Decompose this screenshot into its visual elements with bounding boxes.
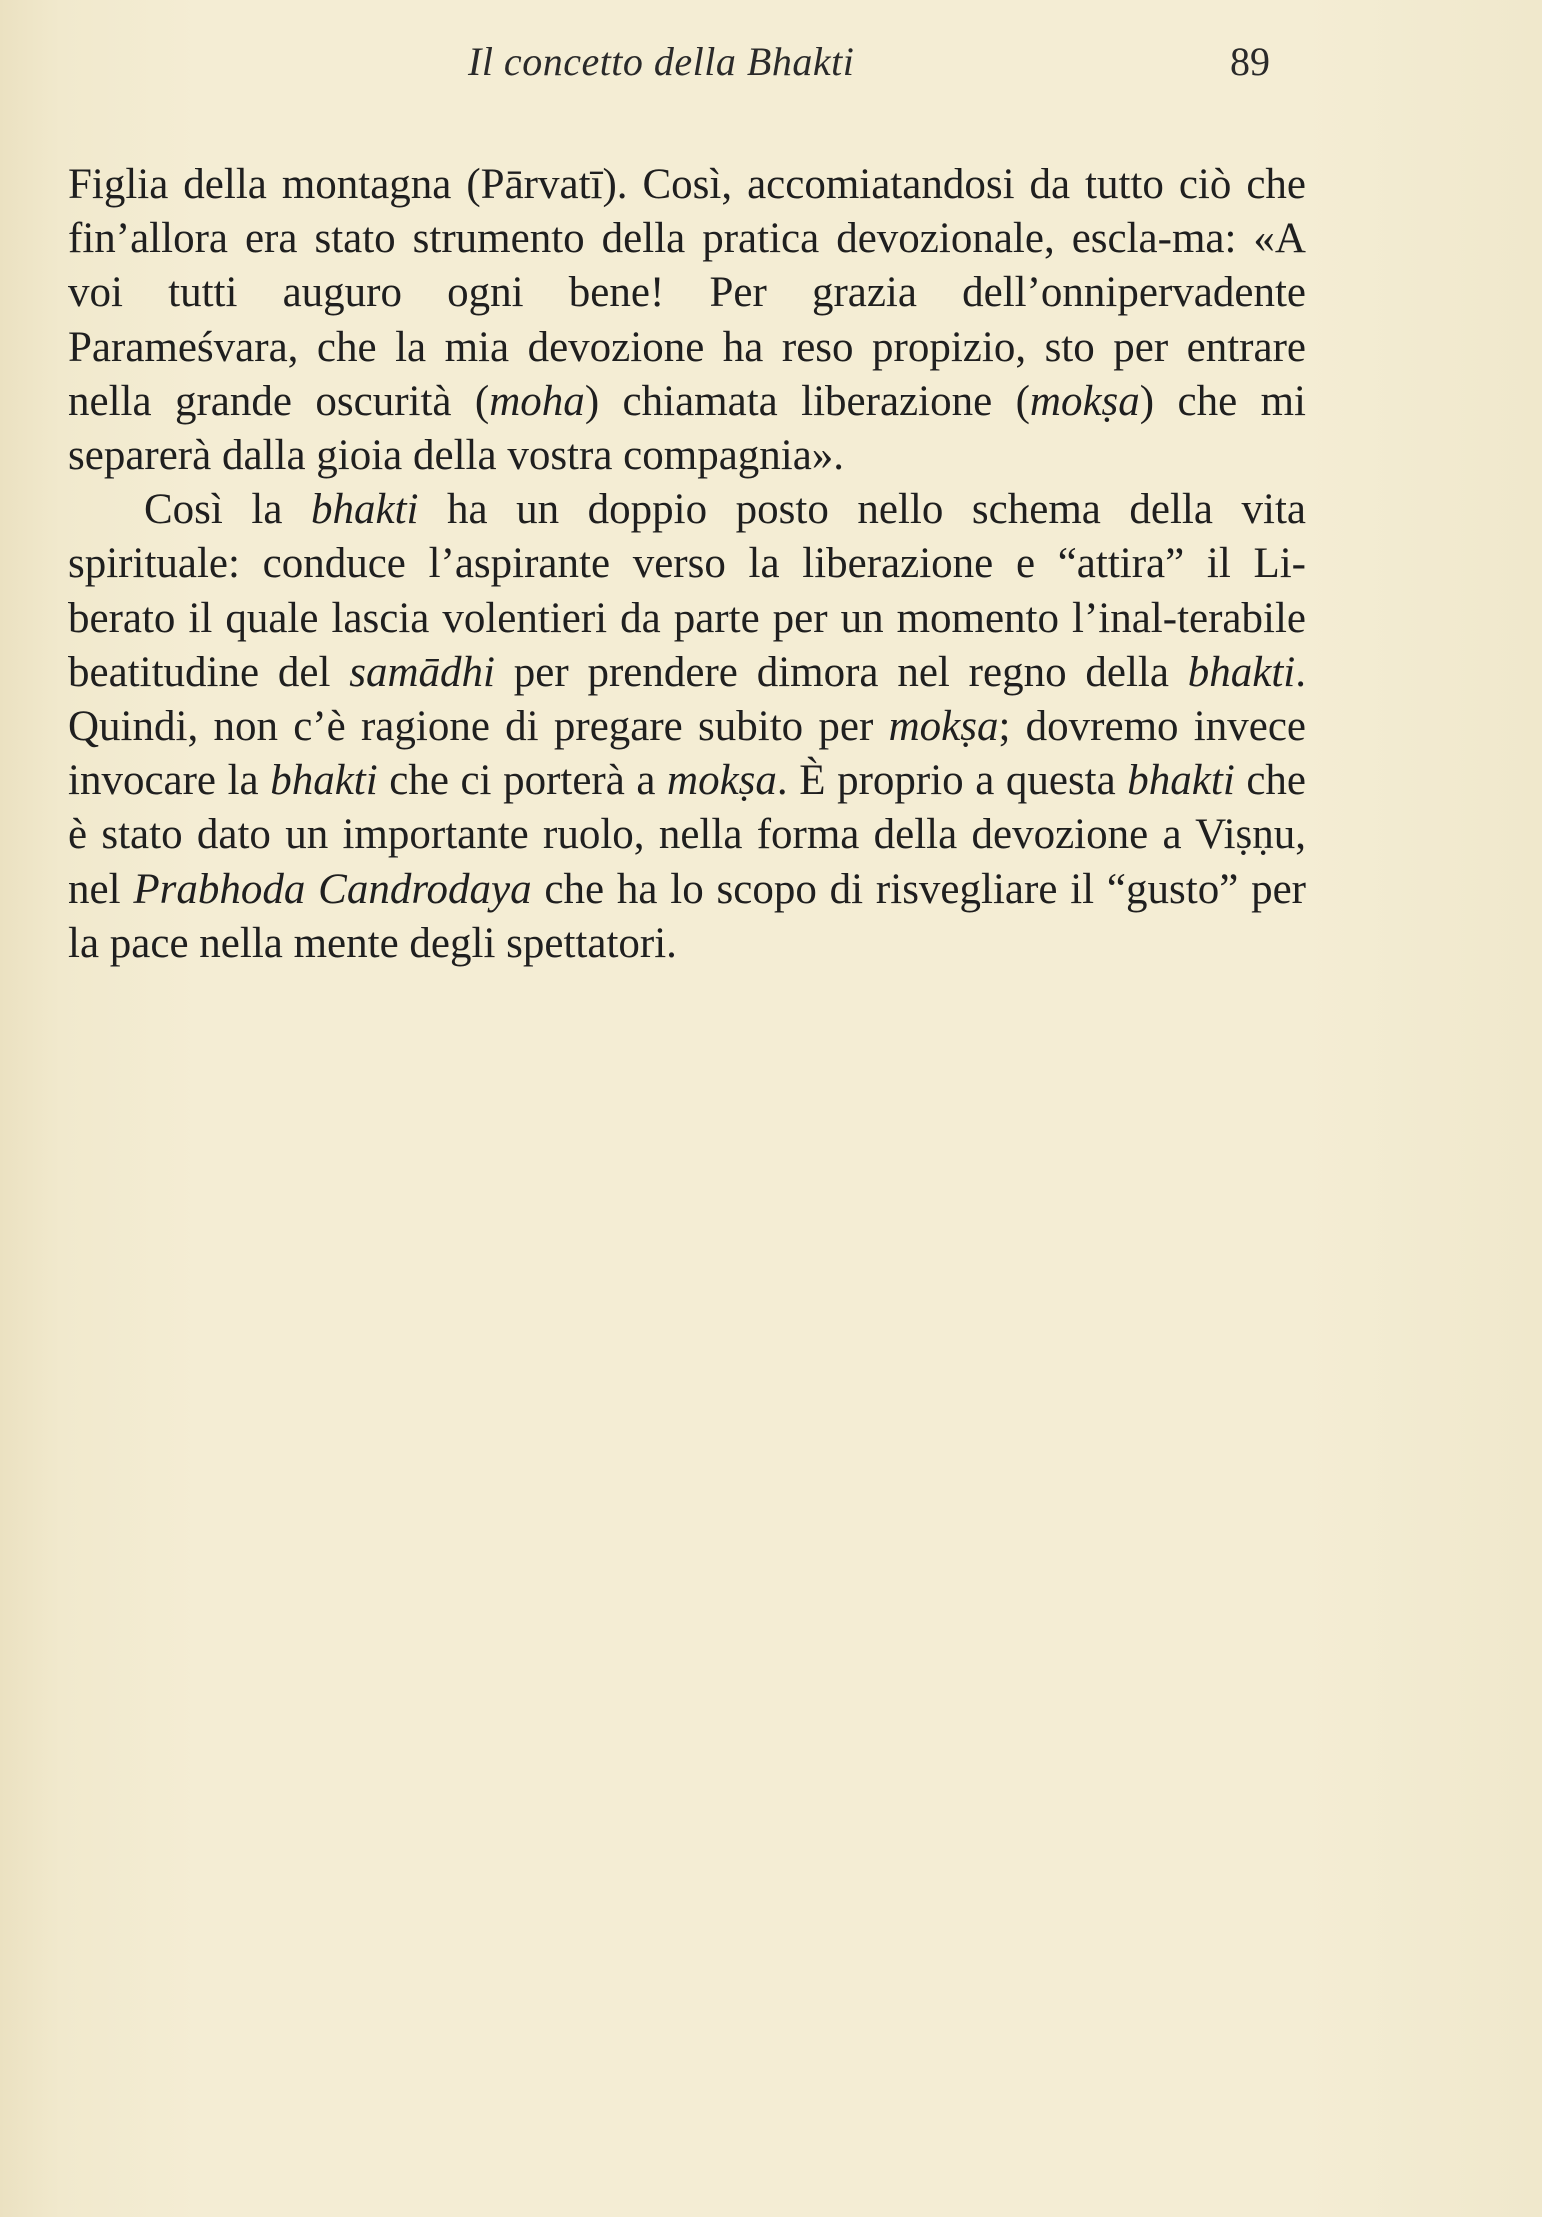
text-run: per prendere dimora nel regno della (494, 648, 1188, 696)
text-run: ) che mi separerà dalla gioia della vostra compagnia». (68, 377, 1306, 480)
italic-term: bhakti (310, 486, 419, 534)
body-text (68, 158, 1306, 971)
italic-term: mokṣa (1029, 377, 1140, 425)
page-number: 89 (1230, 39, 1270, 84)
italic-term: samādhi (349, 648, 495, 696)
text-run: Figlia della montagna (Pārvatī). Così, accomiatandosi da tutto ciò che fin’allora era stato strumento della pratica devozionale, escla-ma: «A voi tutti auguro ogni bene! Per grazia dell’onnipervadente Parameśvara, che la mia devozione ha reso propizio, sto per entrare nella grande oscurità ( (68, 161, 1306, 425)
running-title: Il concetto della Bhakti (468, 39, 855, 84)
text-run: ; dovremo invece invocare la (68, 703, 1306, 805)
paragraph-2 (68, 483, 1306, 971)
text-run: . Quindi, non c’è ragione di pregare subito per (68, 648, 1306, 751)
text-run: ) chiamata liberazione ( (584, 377, 1030, 425)
paragraph-1 (68, 158, 1306, 483)
italic-term: mokṣa (667, 757, 777, 805)
text-run: che è stato dato un importante ruolo, nella forma della devozione a Viṣṇu, nel (68, 757, 1307, 913)
italic-term: bhakti (1187, 648, 1296, 696)
text-run: che ha lo scopo di risvegliare il “gusto” per la pace nella mente degli spettatori. (68, 865, 1306, 967)
italic-term: mokṣa (888, 703, 999, 751)
italic-term: bhakti (1127, 757, 1235, 805)
italic-term: moha (489, 377, 585, 425)
text-run: che ci porterà a (377, 757, 668, 805)
text-run: . È proprio a questa (776, 757, 1128, 805)
italic-term: bhakti (270, 757, 378, 805)
text-run: Così la (144, 486, 311, 534)
running-head (0, 30, 1542, 90)
text-run: ha un doppio posto nello schema della vita spirituale: conduce l’aspirante verso la liberazione e “attira” il Li-berato il quale lascia volentieri da parte per un momento l’inal-terabile beatitudine del (68, 486, 1306, 696)
italic-term: Prabhoda Candrodaya (133, 865, 532, 913)
